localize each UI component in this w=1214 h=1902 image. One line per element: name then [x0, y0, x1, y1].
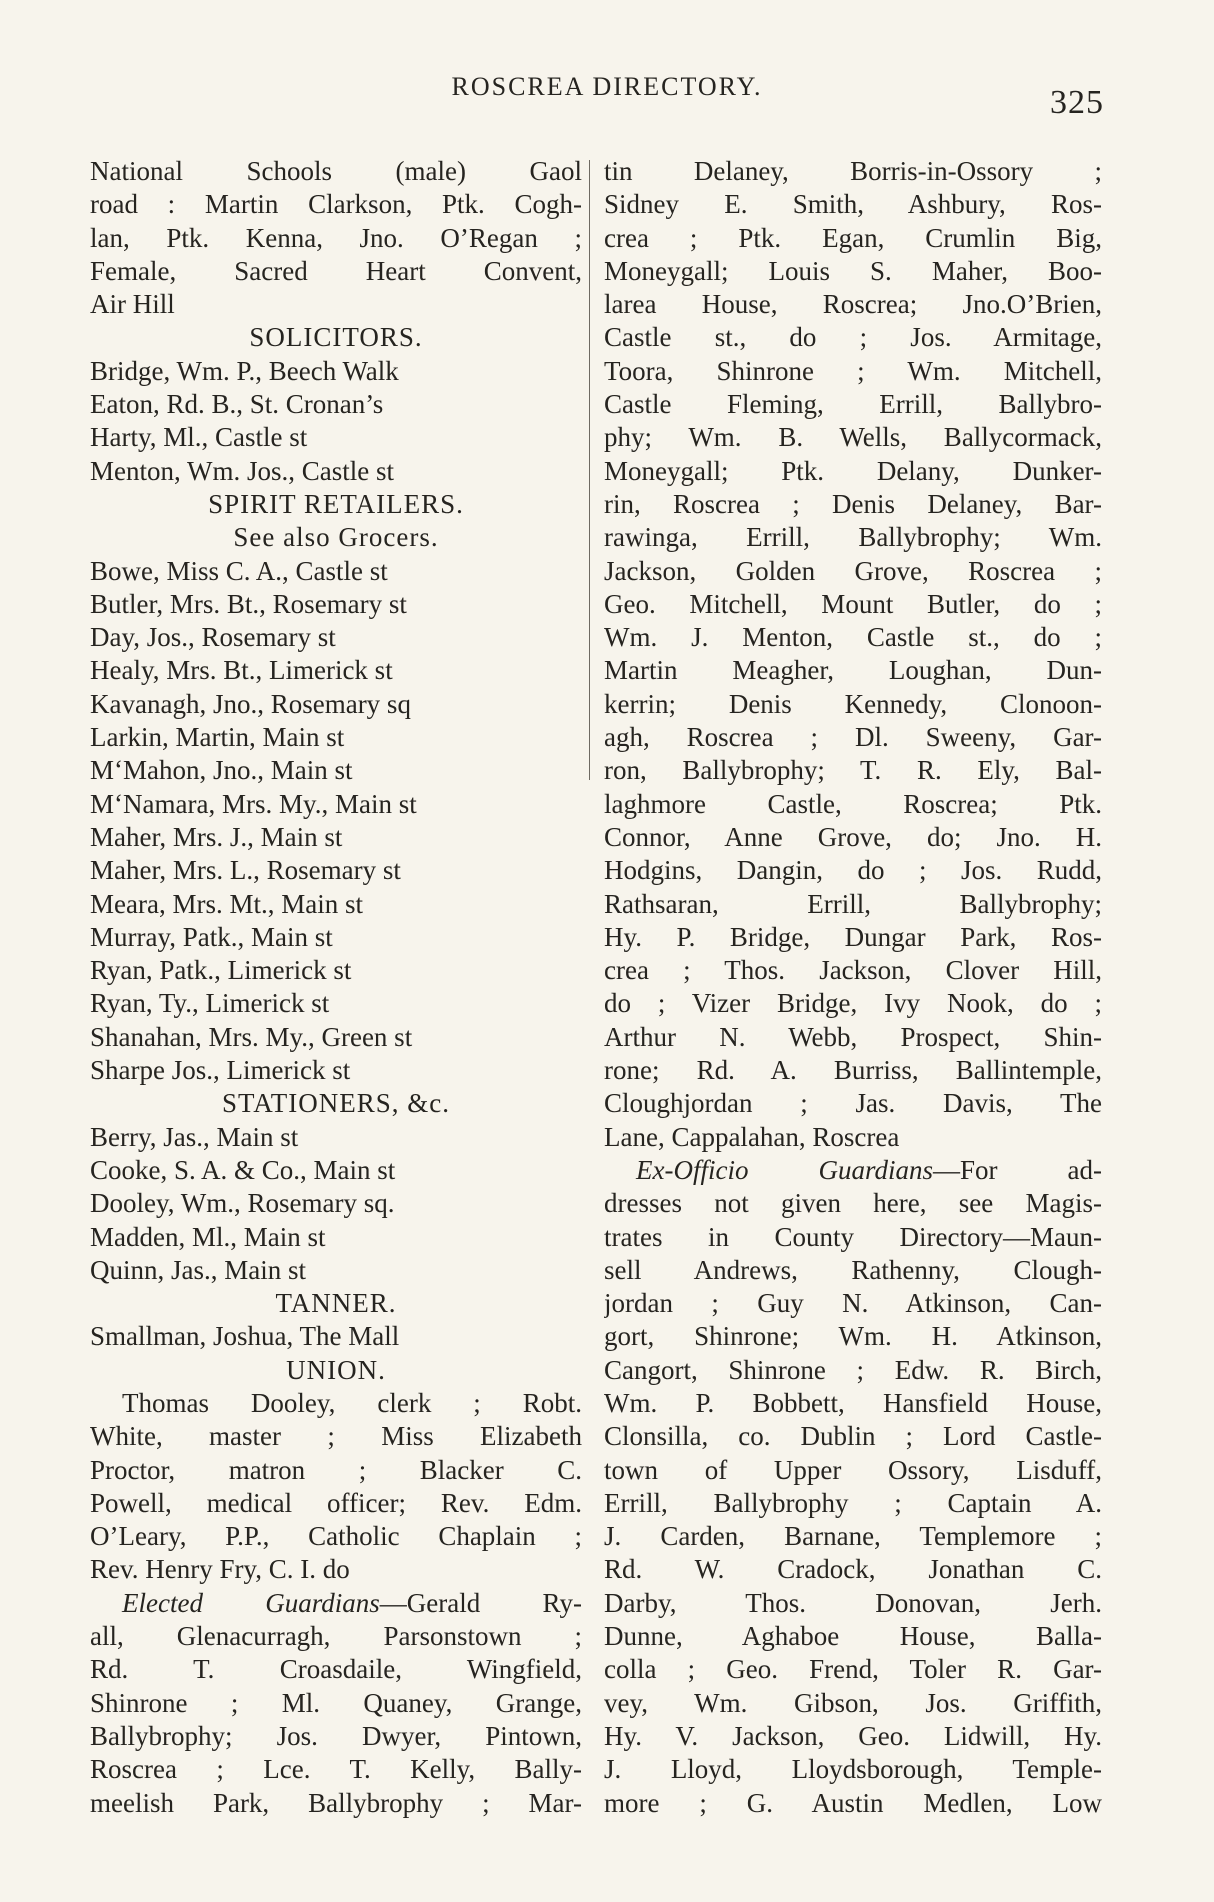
text-line: Murray, Patk., Main st — [90, 921, 333, 952]
text-line: gort, Shinrone; Wm. H. Atkinson, — [604, 1321, 1102, 1352]
text-line: Darby, Thos. Donovan, Jerh. — [604, 1587, 1102, 1618]
text-line: Menton, Wm. Jos., Castle st — [90, 455, 395, 486]
text-line: Quinn, Jas., Main st — [90, 1254, 306, 1285]
left-column — [90, 155, 582, 1820]
text-line: sell Andrews, Rathenny, Clough- — [604, 1254, 1102, 1285]
text-line: Rd. W. Cradock, Jonathan C. — [604, 1554, 1102, 1585]
text-line: more ; G. Austin Medlen, Low — [604, 1787, 1102, 1818]
text-line: O’Leary, P.P., Catholic Chaplain ; — [90, 1521, 582, 1552]
text-line: Connor, Anne Grove, do; Jno. H. — [604, 821, 1102, 852]
text-line: Ballybrophy; Jos. Dwyer, Pintown, — [90, 1720, 582, 1751]
text-line: rawinga, Errill, Ballybrophy; Wm. — [604, 522, 1102, 553]
text-line: M‘Mahon, Jno., Main st — [90, 755, 353, 786]
text-line: M‘Namara, Mrs. My., Main st — [90, 788, 417, 819]
text-line: Proctor, matron ; Blacker C. — [90, 1454, 582, 1485]
text-line: Rd. T. Croasdaile, Wingfield, — [90, 1654, 582, 1685]
text-line: J. Lloyd, Lloydsborough, Temple- — [604, 1754, 1102, 1785]
text-line: UNION. — [286, 1354, 386, 1385]
text-line: dresses not given here, see Magis- — [604, 1188, 1102, 1219]
text-line: jordan ; Guy N. Atkinson, Can- — [604, 1288, 1102, 1319]
text-line: road : Martin Clarkson, Ptk. Cogh- — [90, 189, 582, 220]
text-line: Smallman, Joshua, The Mall — [90, 1321, 400, 1352]
text-line: Wm. J. Menton, Castle st., do ; — [604, 622, 1102, 653]
text-line — [90, 1587, 582, 1620]
text-line: Berry, Jas., Main st — [90, 1121, 299, 1152]
text-line: Dooley, Wm., Rosemary sq. — [90, 1188, 395, 1219]
text-line: Eaton, Rd. B., St. Cronan’s — [90, 389, 384, 420]
text-line: Ryan, Patk., Limerick st — [90, 955, 352, 986]
text-line: meelish Park, Ballybrophy ; Mar- — [90, 1787, 582, 1818]
text-line: Healy, Mrs. Bt., Limerick st — [90, 655, 393, 686]
text-line: larea House, Roscrea; Jno.O’Brien, — [604, 289, 1102, 320]
text-line: TANNER. — [275, 1288, 397, 1319]
italic-heading: Ex-Officio Guardians — [636, 1154, 933, 1185]
text-line: J. Carden, Barnane, Templemore ; — [604, 1521, 1102, 1552]
column-divider — [589, 160, 590, 780]
page-number: 325 — [1050, 84, 1104, 121]
line-text: —Gerald Ry- — [379, 1587, 582, 1618]
text-line: SOLICITORS. — [249, 322, 423, 353]
text-line: agh, Roscrea ; Dl. Sweeny, Gar- — [604, 722, 1102, 753]
text-line: Errill, Ballybrophy ; Captain A. — [604, 1487, 1102, 1518]
text-line: Kavanagh, Jno., Rosemary sq — [90, 688, 411, 719]
text-line: Cloughjordan ; Jas. Davis, The — [604, 1088, 1102, 1119]
text-line: Shinrone ; Ml. Quaney, Grange, — [90, 1687, 582, 1718]
text-line: colla ; Geo. Frend, Toler R. Gar- — [604, 1654, 1102, 1685]
text-line: Hy. P. Bridge, Dungar Park, Ros- — [604, 921, 1102, 952]
italic-heading: Elected Guardians — [122, 1587, 380, 1618]
running-head: ROSCREA DIRECTORY. — [451, 72, 763, 101]
line-text: —For ad- — [933, 1154, 1102, 1185]
text-line: Rathsaran, Errill, Ballybrophy; — [604, 888, 1102, 919]
text-line: White, master ; Miss Elizabeth — [90, 1421, 582, 1452]
text-line: Madden, Ml., Main st — [90, 1221, 326, 1252]
text-line: Castle st., do ; Jos. Armitage, — [604, 322, 1102, 353]
text-line: Dunne, Aghaboe House, Balla- — [604, 1621, 1102, 1652]
text-line: Moneygall; Ptk. Delany, Dunker- — [604, 455, 1102, 486]
text-line: Larkin, Martin, Main st — [90, 722, 345, 753]
text-line: Sidney E. Smith, Ashbury, Ros- — [604, 189, 1102, 220]
text-line: town of Upper Ossory, Lisduff, — [604, 1454, 1102, 1485]
text-line: Thomas Dooley, clerk ; Robt. — [122, 1387, 582, 1418]
text-line: Martin Meagher, Loughan, Dun- — [604, 655, 1102, 686]
text-line: Air Hill — [90, 289, 175, 320]
text-line: tin Delaney, Borris-in-Ossory ; — [604, 156, 1102, 186]
text-line: Toora, Shinrone ; Wm. Mitchell, — [604, 355, 1102, 386]
text-line: kerrin; Denis Kennedy, Clonoon- — [604, 688, 1102, 719]
text-line: Maher, Mrs. L., Rosemary st — [90, 855, 401, 886]
text-line: National Schools (male) Gaol — [90, 156, 582, 186]
text-line: all, Glenacurragh, Parsonstown ; — [90, 1621, 582, 1652]
text-line: SPIRIT RETAILERS. — [208, 488, 464, 519]
text-line: Roscrea ; Lce. T. Kelly, Bally- — [90, 1754, 582, 1785]
text-line: rin, Roscrea ; Denis Delaney, Bar- — [604, 488, 1102, 519]
text-line: Moneygall; Louis S. Maher, Boo- — [604, 255, 1102, 286]
text-line: Meara, Mrs. Mt., Main st — [90, 888, 363, 919]
text-line: Bridge, Wm. P., Beech Walk — [90, 355, 399, 386]
text-line: vey, Wm. Gibson, Jos. Griffith, — [604, 1687, 1102, 1718]
text-line: Hodgins, Dangin, do ; Jos. Rudd, — [604, 855, 1102, 886]
text-line: laghmore Castle, Roscrea; Ptk. — [604, 788, 1102, 819]
text-line: Butler, Mrs. Bt., Rosemary st — [90, 588, 407, 619]
text-line: Clonsilla, co. Dublin ; Lord Castle- — [604, 1421, 1102, 1452]
text-line: Cooke, S. A. & Co., Main st — [90, 1154, 396, 1185]
text-line: crea ; Ptk. Egan, Crumlin Big, — [604, 222, 1102, 253]
text-line: trates in County Directory—Maun- — [604, 1221, 1102, 1252]
text-line: Harty, Ml., Castle st — [90, 422, 308, 453]
text-line: Castle Fleming, Errill, Ballybro- — [604, 389, 1102, 420]
text-line: phy; Wm. B. Wells, Ballycormack, — [604, 422, 1102, 453]
text-line: Cangort, Shinrone ; Edw. R. Birch, — [604, 1354, 1102, 1385]
text-line: Lane, Cappalahan, Roscrea — [604, 1121, 900, 1152]
text-line: Geo. Mitchell, Mount Butler, do ; — [604, 588, 1102, 619]
text-line: Ryan, Ty., Limerick st — [90, 988, 330, 1019]
text-line: Sharpe Jos., Limerick st — [90, 1055, 351, 1086]
right-column — [604, 155, 1102, 1820]
text-line: Powell, medical officer; Rev. Edm. — [90, 1487, 582, 1518]
text-line: do ; Vizer Bridge, Ivy Nook, do ; — [604, 988, 1102, 1019]
text-line: rone; Rd. A. Burriss, Ballintemple, — [604, 1055, 1102, 1086]
text-line: STATIONERS, &c. — [221, 1088, 451, 1119]
text-line: Day, Jos., Rosemary st — [90, 622, 336, 653]
text-line: Jackson, Golden Grove, Roscrea ; — [604, 555, 1102, 586]
text-line: Bowe, Miss C. A., Castle st — [90, 555, 388, 586]
text-line: Arthur N. Webb, Prospect, Shin- — [604, 1021, 1102, 1052]
text-line: Maher, Mrs. J., Main st — [90, 821, 343, 852]
text-line: Wm. P. Bobbett, Hansfield House, — [604, 1387, 1102, 1418]
text-line: Hy. V. Jackson, Geo. Lidwill, Hy. — [604, 1720, 1102, 1751]
text-line: Shanahan, Mrs. My., Green st — [90, 1021, 413, 1052]
text-line: Female, Sacred Heart Convent, — [90, 255, 582, 286]
text-line: ron, Ballybrophy; T. R. Ely, Bal- — [604, 755, 1102, 786]
text-line: lan, Ptk. Kenna, Jno. O’Regan ; — [90, 222, 582, 253]
text-line — [604, 1154, 1102, 1187]
text-line: Rev. Henry Fry, C. I. do — [90, 1554, 350, 1585]
text-line: crea ; Thos. Jackson, Clover Hill, — [604, 955, 1102, 986]
text-line: See also Grocers. — [233, 522, 439, 553]
